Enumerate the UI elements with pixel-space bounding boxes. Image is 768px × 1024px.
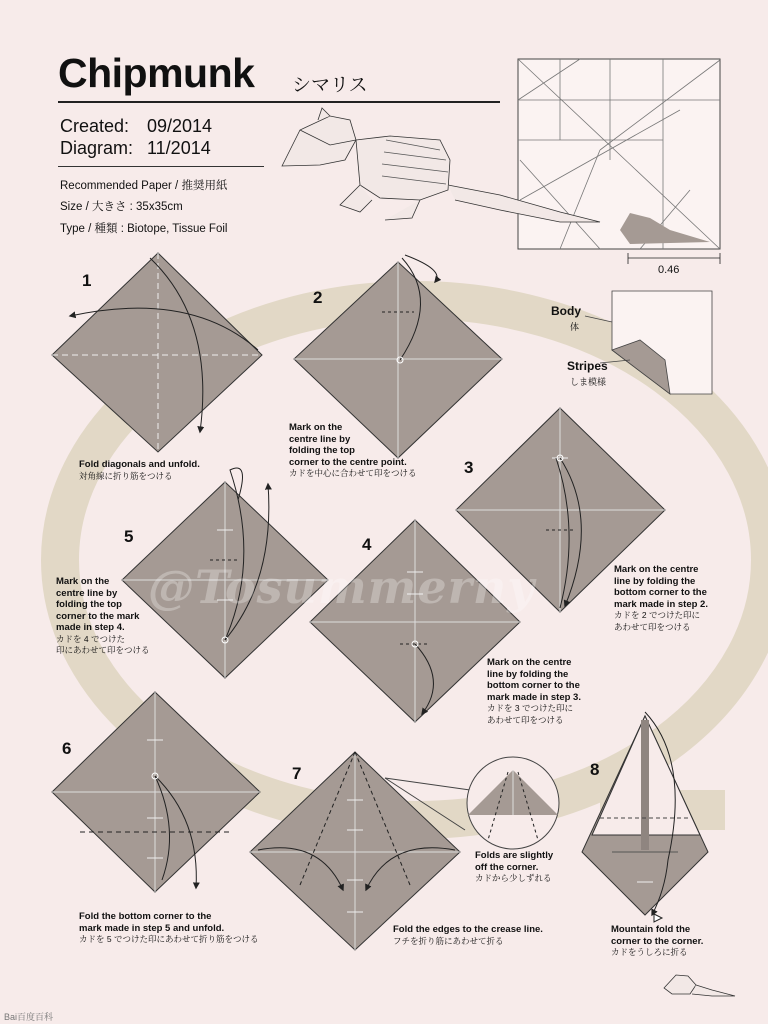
step-8-line: Mountain fold the xyxy=(611,924,691,935)
diagram-line xyxy=(60,138,211,159)
step-number-2: 2 xyxy=(313,288,323,307)
step-5-text-jp: 印にあわせて印をつける xyxy=(56,645,150,655)
step-8-line: corner to the corner. xyxy=(611,935,704,947)
model-type: Type / 種類 : Biotope, Tissue Foil xyxy=(60,223,228,235)
scale-ratio: 0.46 xyxy=(658,264,680,276)
legend-stripes-label: Stripes xyxy=(567,359,608,373)
step-6-caption xyxy=(79,911,258,946)
step-2-line: folding the top xyxy=(289,445,355,456)
diagram-label: Diagram: xyxy=(60,138,134,158)
watermark: @Tosummerny xyxy=(148,560,535,614)
page-title: Chipmunk xyxy=(58,50,255,96)
step-4-caption xyxy=(487,657,581,726)
legend-body-label-jp: 体 xyxy=(570,322,580,332)
step-number-7: 7 xyxy=(292,764,302,783)
step-7-caption xyxy=(393,924,543,947)
legend-body-label: Body xyxy=(551,304,581,318)
step-5-line: corner to the mark xyxy=(56,610,140,622)
step-3-line: bottom corner to the xyxy=(614,587,707,598)
source-watermark: Bai百度百科 xyxy=(4,1012,54,1022)
step-6-line: mark made in step 5 and unfold. xyxy=(79,922,225,934)
step-number-1: 1 xyxy=(82,271,92,290)
step-3-text-jp: あわせて印をつける xyxy=(614,621,691,632)
step-number-3: 3 xyxy=(464,458,474,477)
step-8-caption xyxy=(611,924,703,959)
recommended-paper: Recommended Paper / 推奨用紙 xyxy=(60,180,228,192)
step-6-text-jp: カドを 5 でつけた印にあわせて折り筋をつける xyxy=(79,934,259,944)
step-6-line: Fold the bottom corner to the xyxy=(79,911,212,922)
step-6-diagram xyxy=(52,692,260,892)
detail-note xyxy=(475,850,553,885)
title-divider xyxy=(58,101,500,103)
step-1-text: Fold diagonals and unfold. xyxy=(79,459,200,470)
step-5-text-jp: カドを 4 でつけた xyxy=(56,633,125,644)
step-3-text-jp: カドを 2 でつけた印に xyxy=(614,610,700,620)
step-1-text-jp: 対角線に折り筋をつける xyxy=(79,470,173,481)
step-5-caption xyxy=(56,576,150,657)
step-4-line: bottom corner to the xyxy=(487,680,580,691)
diagram-value: 11/2014 xyxy=(147,138,211,158)
legend-stripes-label-jp: しま模様 xyxy=(570,377,607,387)
created-line xyxy=(60,116,212,137)
detail-note-jp: カドから少しずれる xyxy=(475,873,552,883)
paper-size: Size / 大きさ : 35x35cm xyxy=(60,201,183,213)
step-3-line: line by folding the xyxy=(614,575,696,587)
step-8-text-jp: カドをうしろに折る xyxy=(611,947,688,957)
finished-chipmunk-icon xyxy=(664,975,735,996)
step-4-text-jp: あわせて印をつける xyxy=(487,714,564,725)
step-4-line: Mark on the centre xyxy=(487,657,572,668)
step-4-text-jp: カドを 3 でつけた印に xyxy=(487,703,573,713)
info-divider xyxy=(58,166,264,167)
step-4-line: mark made in step 3. xyxy=(487,691,581,703)
step-3-line: mark made in step 2. xyxy=(614,598,708,610)
step-2-text-jp: カドを中心に合わせて印をつける xyxy=(289,468,417,478)
step-number-5: 5 xyxy=(124,527,134,546)
created-value: 09/2014 xyxy=(147,116,213,136)
step-3-line: Mark on the centre xyxy=(614,564,699,575)
step-3-caption xyxy=(614,564,708,633)
crease-pattern xyxy=(518,59,720,264)
step-5-line: made in step 4. xyxy=(56,622,125,633)
step-4-line: line by folding the xyxy=(487,668,569,680)
step-number-8: 8 xyxy=(590,760,600,779)
step-5-line: Mark on the xyxy=(56,576,110,587)
step-5-line: centre line by xyxy=(56,587,118,599)
step-number-4: 4 xyxy=(362,535,372,554)
step-7-text: Fold the edges to the crease line. xyxy=(393,924,543,935)
step-2-line: centre line by xyxy=(289,433,351,445)
detail-note-line: Folds are slightly xyxy=(475,850,554,861)
detail-note-line: off the corner. xyxy=(475,861,539,873)
step-2-line: Mark on the xyxy=(289,422,343,433)
step-2-line: corner to the centre point. xyxy=(289,456,407,468)
created-label: Created: xyxy=(60,116,130,136)
detail-circle xyxy=(467,757,559,849)
step-2-caption xyxy=(289,422,417,480)
step-5-line: folding the top xyxy=(56,599,122,610)
page-title-japanese: シマリス xyxy=(292,75,368,96)
step-7-text-jp: フチを折り筋にあわせて折る xyxy=(393,935,504,946)
step-number-6: 6 xyxy=(62,739,72,758)
step-1-caption xyxy=(79,459,200,482)
